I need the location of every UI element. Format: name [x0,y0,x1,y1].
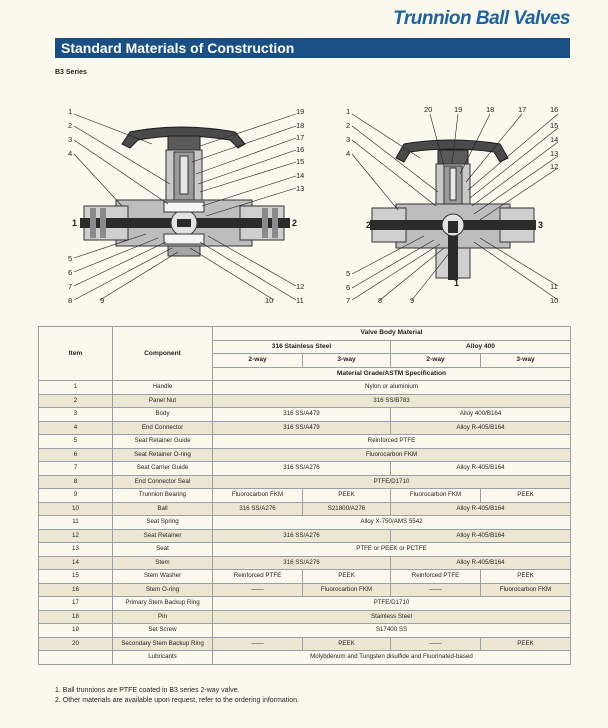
ss-header: 316 Stainless Steel [213,340,391,354]
component-cell: Secondary Stem Backup Ring [113,637,213,651]
component-cell: Body [113,408,213,422]
component-cell: Seat Retainer [113,529,213,543]
callout: 6 [68,268,73,277]
callout: 9 [100,296,105,305]
item-cell: 14 [39,556,113,570]
alloy-header: Alloy 400 [391,340,571,354]
table-row [39,394,571,408]
item-cell [39,651,113,665]
material-cell: Fluorocarbon FKM [391,489,481,503]
component-cell: Pin [113,610,213,624]
callout: 9 [410,296,415,305]
callout: 19 [454,105,463,114]
table-row [39,529,571,543]
item-cell: 15 [39,570,113,584]
callout: 2 [346,121,351,130]
item-cell: 16 [39,583,113,597]
three-way-header: 3-way [481,354,571,368]
table-row [39,502,571,516]
three-way-valve-diagram [340,102,570,307]
two-way-valve-diagram [60,102,310,307]
footnotes [55,686,299,706]
table-row [39,516,571,530]
callout: 8 [68,296,73,305]
component-cell: Seat Retainer O-ring [113,448,213,462]
callout: 14 [296,171,305,180]
callout: 18 [486,105,495,114]
material-cell: 316 SS/A479 [213,408,391,422]
component-cell: Set Screw [113,624,213,638]
component-cell: Trunnion Bearing [113,489,213,503]
component-cell: End Connector [113,421,213,435]
item-cell: 6 [39,448,113,462]
two-way-header: 2-way [213,354,303,368]
material-cell: Reinforced PTFE [391,570,481,584]
item-cell: 12 [39,529,113,543]
port-label: 1 [454,278,460,288]
footnote: 2. Other materials are available upon request, refer to the ordering information. [55,697,299,704]
port-label: 2 [292,218,298,228]
callout: 11 [550,282,558,291]
item-cell: 8 [39,475,113,489]
item-header: Item [39,327,113,381]
materials-table [38,326,571,665]
component-cell: Seat Retainer Guide [113,435,213,449]
component-header: Component [113,327,213,381]
material-cell: PTFE or PEEK or PCTFE [213,543,571,557]
table-row [39,637,571,651]
material-cell: PEEK [303,637,391,651]
component-cell: Primary Stem Backup Ring [113,597,213,611]
material-cell: Alloy X-750/AMS 5542 [213,516,571,530]
callout: 15 [550,121,559,130]
material-cell: Molybdenum and Tungsten disulfide and Fluorinated-based [213,651,571,665]
table-row [39,556,571,570]
callout: 1 [346,107,351,116]
callout: 12 [296,282,305,291]
item-cell: 3 [39,408,113,422]
material-cell: Reinforced PTFE [213,570,303,584]
material-cell: Fluorocarbon FKM [303,583,391,597]
table-row [39,610,571,624]
port-label: 2 [366,220,372,230]
component-cell: Panel Nut [113,394,213,408]
callout: 14 [550,135,559,144]
callout: 7 [68,282,73,291]
callout: 17 [296,133,305,142]
component-cell: End Connector Seal [113,475,213,489]
callout: 17 [518,105,527,114]
table-row [39,583,571,597]
item-cell: 2 [39,394,113,408]
table-row [39,435,571,449]
material-cell: Stainless Steel [213,610,571,624]
item-cell: 5 [39,435,113,449]
callout: 8 [378,296,383,305]
three-way-header: 3-way [303,354,391,368]
item-cell: 4 [39,421,113,435]
callout: 10 [550,296,559,305]
material-cell: 316 SS/A276 [213,529,391,543]
component-cell: Seat Spring [113,516,213,530]
material-cell: 316 SS/A276 [213,462,391,476]
component-cell: Handle [113,381,213,395]
callout: 13 [296,184,305,193]
callout: 20 [424,105,433,114]
table-row [39,570,571,584]
callout: 6 [346,283,351,292]
item-cell: 18 [39,610,113,624]
table-row [39,448,571,462]
material-cell: S17400 SS [213,624,571,638]
material-cell: 316 SS/A276 [213,502,303,516]
material-cell: Alloy R-405/B164 [391,421,571,435]
material-cell: PEEK [303,570,391,584]
item-cell: 11 [39,516,113,530]
item-cell: 9 [39,489,113,503]
material-cell: PTFE/D1710 [213,475,571,489]
table-row [39,597,571,611]
material-cell: Alloy 400/B164 [391,408,571,422]
material-cell: S21800/A276 [303,502,391,516]
table-row [39,489,571,503]
callout: 4 [68,149,73,158]
item-cell: 17 [39,597,113,611]
material-cell: PEEK [481,570,571,584]
material-cell: Reinforced PTFE [213,435,571,449]
table-row [39,651,571,665]
callout: 19 [296,107,305,116]
component-cell: Stem [113,556,213,570]
item-cell: 20 [39,637,113,651]
item-cell: 7 [39,462,113,476]
table-row [39,624,571,638]
material-cell: 316 SS/A276 [213,556,391,570]
item-cell: 19 [39,624,113,638]
material-cell: PEEK [481,489,571,503]
material-cell: —— [213,637,303,651]
callout: 13 [550,149,559,158]
component-cell: Lubricants [113,651,213,665]
callout: 5 [68,254,73,263]
component-cell: Seat [113,543,213,557]
series-label: B3 Series [55,69,87,76]
table-row [39,462,571,476]
material-cell: PTFE/D1710 [213,597,571,611]
item-cell: 13 [39,543,113,557]
valve-body-header: Valve Body Material [213,327,571,341]
callout: 7 [346,296,351,305]
callout: 5 [346,269,351,278]
callout: 16 [296,145,305,154]
material-cell: Fluorocarbon FKM [481,583,571,597]
callout: 4 [346,149,351,158]
material-cell: Alloy R-405/B164 [391,556,571,570]
port-label: 1 [72,218,78,228]
material-cell: —— [391,583,481,597]
component-cell: Stem O-ring [113,583,213,597]
section-heading: Standard Materials of Construction [55,38,570,58]
material-cell: Fluorocarbon FKM [213,489,303,503]
material-cell: 316 SS/A479 [213,421,391,435]
component-cell: Seat Carrier Guide [113,462,213,476]
item-cell: 1 [39,381,113,395]
material-cell: Fluorocarbon FKM [213,448,571,462]
material-cell: PEEK [481,637,571,651]
table-row [39,421,571,435]
callout: 18 [296,121,305,130]
two-way-header: 2-way [391,354,481,368]
callout: 10 [265,296,274,305]
material-cell: 316 SS/B783 [213,394,571,408]
table-row [39,381,571,395]
callout: 16 [550,105,559,114]
component-cell: Stem Washer [113,570,213,584]
table-row [39,543,571,557]
port-label: 3 [538,220,544,230]
grade-header: Material Grade/ASTM Specification [213,367,571,381]
callout: 3 [346,135,351,144]
material-cell: —— [213,583,303,597]
callout: 12 [550,162,559,171]
material-cell: Alloy R-405/B164 [391,502,571,516]
material-cell: —— [391,637,481,651]
material-cell: Nylon or aluminium [213,381,571,395]
callout: 2 [68,121,73,130]
table-row [39,408,571,422]
material-cell: Alloy R-405/B164 [391,462,571,476]
callout: 1 [68,107,73,116]
callout: 11 [296,296,304,305]
item-cell: 10 [39,502,113,516]
callout: 15 [296,157,305,166]
component-cell: Ball [113,502,213,516]
callout: 3 [68,135,73,144]
page-title: Trunnion Ball Valves [393,8,570,29]
table-row [39,475,571,489]
footnote: 1. Ball trunnions are PTFE coated in B3 series 2-way valve. [55,687,240,694]
material-cell: PEEK [303,489,391,503]
material-cell: Alloy R-405/B164 [391,529,571,543]
